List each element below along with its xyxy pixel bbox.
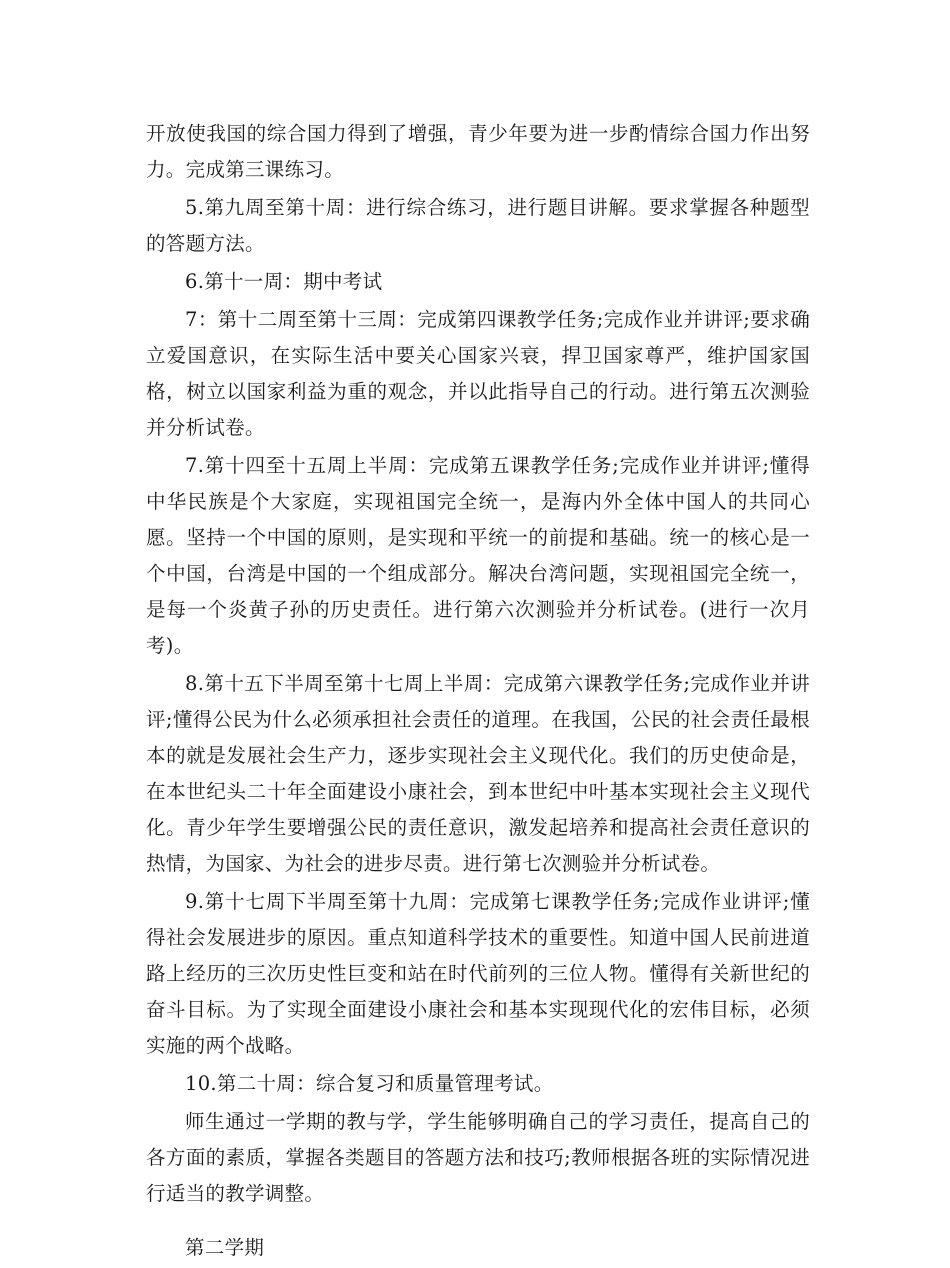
- paragraph-item-7a: 7：第十二周至第十三周：完成第四课教学任务;完成作业并讲评;要求确立爱国意识，在实际生活中要关心国家兴衰，捍卫国家尊严，维护国家国格，树立以国家利益为重的观念，并以此指导自己的行动。进行第五次测验并分析试卷。: [146, 308, 810, 439]
- document-body: [146, 116, 810, 1268]
- paragraph-item-10: 10.第二十周：综合复习和质量管理考试。: [185, 1072, 554, 1095]
- paragraph-item-5: 5.第九周至第十周：进行综合练习，进行题目讲解。要求掌握各种题型的答题方法。: [146, 196, 810, 255]
- paragraph-item-7b: 7.第十四至十五周上半周：完成第五课教学任务;完成作业并讲评;懂得中华民族是个大家庭，实现祖国完全统一，是海内外全体中国人的共同心愿。坚持一个中国的原则，是实现和平统一的前提和基础。统一的核心是一个中国，台湾是中国的一个组成部分。解决台湾问题，实现祖国完全统一，是每一个炎黄子孙的历史责任。进行第六次测验并分析试卷。(进行一次月考)。: [146, 454, 810, 657]
- paragraph-item-8: 8.第十五下半周至第十七周上半周：完成第六课教学任务;完成作业并讲评;懂得公民为什么必须承担社会责任的道理。在我国，公民的社会责任最根本的就是发展社会生产力，逐步实现社会主义现代化。我们的历史使命是，在本世纪头二十年全面建设小康社会，到本世纪中叶基本实现社会主义现代化。青少年学生要增强公民的责任意识，激发起培养和提高社会责任意识的热情，为国家、为社会的进步尽责。进行第七次测验并分析试卷。: [146, 672, 810, 875]
- paragraph-item-9: 9.第十七周下半周至第十九周：完成第七课教学任务;完成作业讲评;懂得社会发展进步的原因。重点知道科学技术的重要性。知道中国人民前进道路上经历的三次历史性巨变和站在时代前列的三位人物。懂得有关新世纪的奋斗目标。为了实现全面建设小康社会和基本实现现代化的宏伟目标，必须实施的两个战略。: [146, 890, 810, 1057]
- paragraph-summary: 师生通过一学期的教与学，学生能够明确自己的学习责任，提高自己的各方面的素质，掌握各类题目的答题方法和技巧;教师根据各班的实际情况进行适当的教学调整。: [146, 1110, 810, 1205]
- section-heading-second-semester: 第二学期: [185, 1236, 265, 1259]
- paragraph-item-6: 6.第十一周：期中考试: [185, 270, 383, 293]
- paragraph-intro-continuation: 开放使我国的综合国力得到了增强，青少年要为进一步酌情综合国力作出努力。完成第三课练习。: [146, 122, 810, 181]
